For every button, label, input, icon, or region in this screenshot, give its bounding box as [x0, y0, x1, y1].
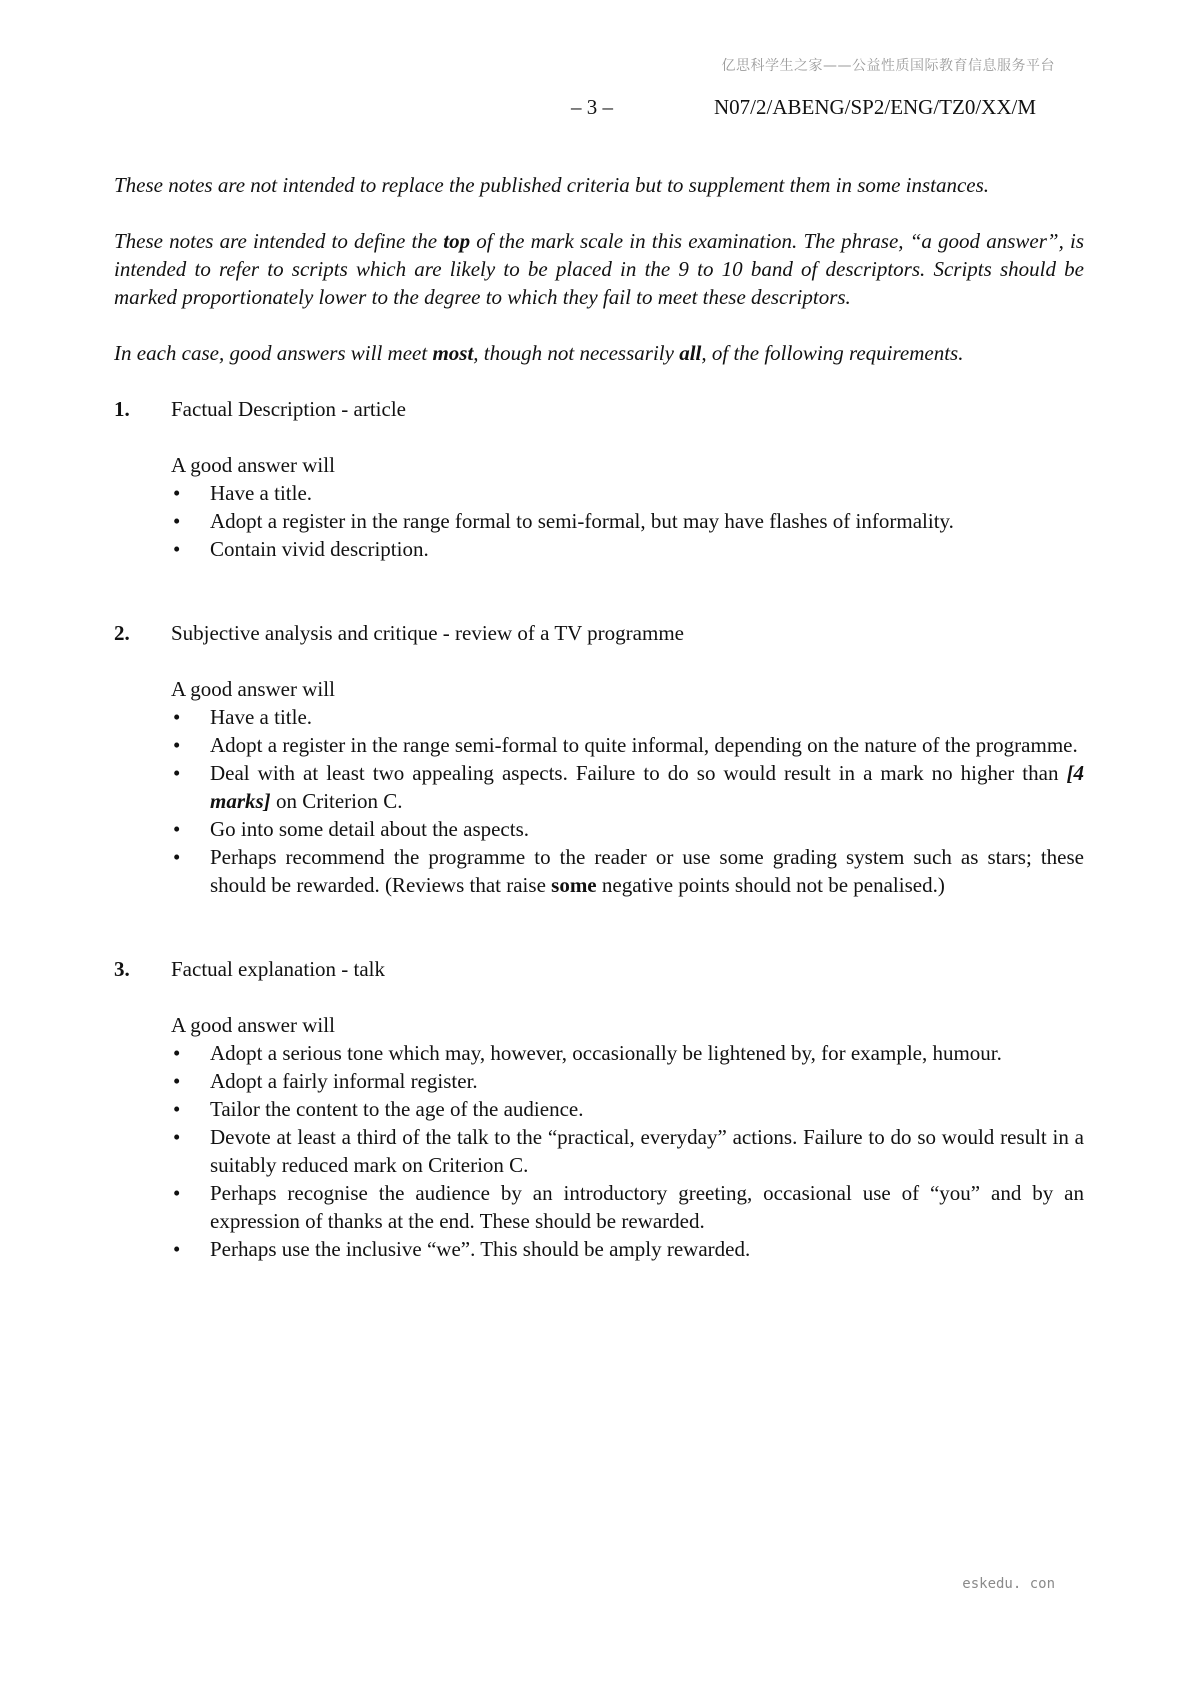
intro-p3-start: In each case, good answers will meet	[114, 341, 433, 365]
section-1-heading	[114, 395, 1084, 423]
section-1-title: Factual Description - article	[171, 397, 406, 421]
section-2-lead: A good answer will	[171, 677, 335, 701]
section-2-bullet-5-bold: some	[551, 873, 597, 897]
section-2-bullet-list	[171, 703, 1084, 899]
section-3-bullet-1: • Adopt a serious tone which may, however, occasionally be lightened by, for example, humour.	[171, 1039, 1084, 1067]
section-2-bullet-3-end: on Criterion C.	[270, 789, 403, 813]
section-3-bullet-6: • Perhaps use the inclusive “we”. This should be amply rewarded.	[171, 1235, 1084, 1263]
intro-p2-end: of the mark scale in this examination. The phrase, “a good answer”, is intended to refer to scripts which are likely to be placed in the 9 to 10 band of descriptors. Scripts should be marked proportionately lower to the degree to which they fail to meet these descriptors.	[114, 229, 1084, 309]
section-3-bullet-list	[171, 1039, 1084, 1263]
section-2-bullet-3-start: Deal with at least two appealing aspects. Failure to do so would result in a mark no higher than	[210, 761, 1067, 785]
section-2-body	[171, 675, 1084, 899]
section-2-bullet-3-marks: [4 marks]	[210, 761, 1084, 813]
watermark-text: 亿思科学生之家——公益性质国际教育信息服务平台	[721, 58, 1055, 74]
spacer	[114, 563, 1084, 619]
spacer	[114, 899, 1084, 955]
section-2-bullet-5-end: negative points should not be penalised.)	[596, 873, 945, 897]
section-1-lead: A good answer will	[171, 453, 335, 477]
section-1-bullet-list	[171, 479, 1084, 563]
section-2-bullet-2: • Adopt a register in the range semi-formal to quite informal, depending on the nature of the programme.	[171, 731, 1084, 759]
section-3-number: 3.	[114, 957, 130, 981]
section-2-heading	[114, 619, 1084, 647]
section-3-title: Factual explanation - talk	[171, 957, 386, 981]
section-3-bullet-2: • Adopt a fairly informal register.	[171, 1067, 1084, 1095]
intro-paragraph-1: These notes are not intended to replace the published criteria but to supplement them in some instances.	[114, 173, 990, 197]
section-2-bullet-1: • Have a title.	[171, 703, 1084, 731]
intro-p2-start: These notes are intended to define the	[114, 229, 444, 253]
document-code: N07/2/ABENG/SP2/ENG/TZ0/XX/M	[714, 95, 1037, 119]
intro-p3-bold-most: most	[432, 341, 474, 365]
section-2-bullet-5-start: Perhaps recommend the programme to the reader or use some grading system such as stars; these should be rewarded. (Reviews that raise	[210, 845, 1084, 897]
intro-paragraph-2	[114, 227, 1084, 311]
section-2	[114, 619, 1084, 899]
section-2-bullet-4: • Go into some detail about the aspects.	[171, 815, 1084, 843]
section-3-body	[171, 1011, 1084, 1263]
section-3	[114, 955, 1084, 1263]
section-3-bullet-5: • Perhaps recognise the audience by an introductory greeting, occasional use of “you” and by an expression of thanks at the end. These should be rewarded.	[171, 1179, 1084, 1235]
section-1-body	[171, 451, 1084, 563]
intro-paragraph-3	[114, 339, 1084, 367]
intro-p3-bold-all: all	[679, 341, 702, 365]
section-2-title: Subjective analysis and critique - review of a TV programme	[171, 621, 684, 645]
document-body	[114, 171, 1084, 1263]
intro-p3-end: , of the following requirements.	[701, 341, 964, 365]
section-2-bullet-3	[171, 759, 1084, 815]
intro-p3-middle: , though not necessarily	[473, 341, 680, 365]
section-1-number: 1.	[114, 397, 130, 421]
section-2-number: 2.	[114, 621, 130, 645]
section-2-bullet-5	[171, 843, 1084, 899]
page-number: – 3 –	[571, 95, 613, 119]
section-3-bullet-4: • Devote at least a third of the talk to the “practical, everyday” actions. Failure to do so would result in a suitably reduced mark on Criterion C.	[171, 1123, 1084, 1179]
section-1-bullet-1: • Have a title.	[171, 479, 1084, 507]
footer-site-mark: eskedu. con	[962, 1576, 1055, 1592]
section-3-lead: A good answer will	[171, 1013, 335, 1037]
section-3-bullet-3: • Tailor the content to the age of the audience.	[171, 1095, 1084, 1123]
section-1-bullet-2: • Adopt a register in the range formal to semi-formal, but may have flashes of informality.	[171, 507, 1084, 535]
section-1-bullet-3: • Contain vivid description.	[171, 535, 1084, 563]
section-1	[114, 395, 1084, 563]
intro-p2-bold-top: top	[443, 229, 471, 253]
section-3-heading	[114, 955, 1084, 983]
